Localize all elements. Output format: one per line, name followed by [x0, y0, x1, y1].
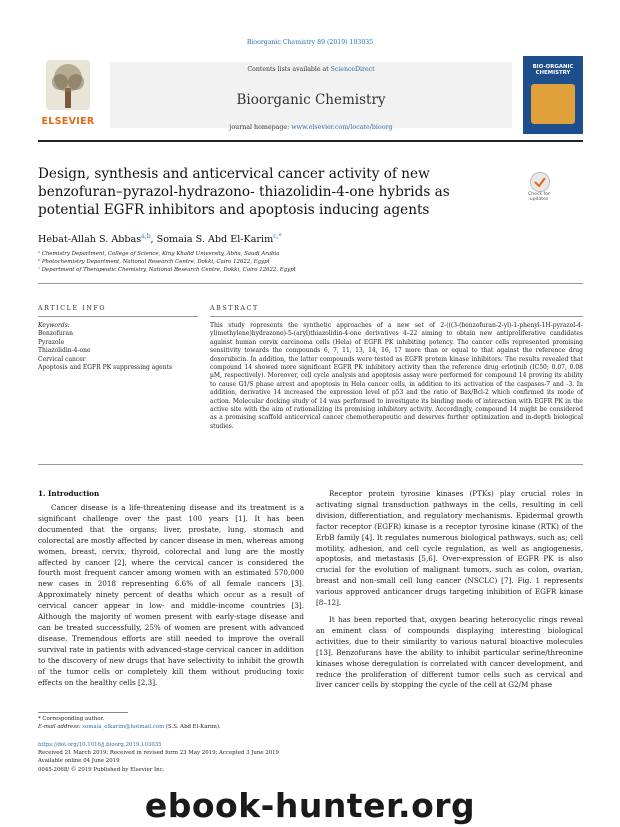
keyword: Apoptosis and EGFR PK suppressing agents — [38, 364, 173, 372]
email-line — [38, 723, 583, 731]
running-head[interactable]: Bioorganic Chemistry 89 (2019) 103035 — [246, 39, 374, 46]
article-history — [38, 741, 583, 774]
keyword: Cervical cancer — [38, 355, 86, 363]
keywords-label: Keywords: — [38, 322, 70, 329]
author-list — [38, 233, 281, 245]
copyright: 0045-2068/ © 2019 Published by Elsevier Inc. — [38, 766, 165, 773]
homepage-prefix: journal homepage: — [229, 124, 292, 131]
body-paragraph: It has been reported that, oxygen bearing heterocyclic rings reveal an eminent class of compounds displaying interesting biological activities, due to their similarity to various natural bioactive molecules [13]. Benzofurans have the ability to inhibit particular serine/threonine kinases whose deregulation is correlated with cancer development, and reduce the proliferation of different tumor cells such as cervical and liver cancer cells by stopping the cycle of the cell at G2/M phase — [316, 614, 583, 690]
keyword: Thiazolidin-4-one — [38, 347, 91, 355]
keyword: Pyrazole — [38, 338, 65, 346]
divider — [38, 316, 198, 317]
contents-line — [110, 66, 512, 73]
abstract-text: This study represents the synthetic approaches of a new set of 2-(((3-(benzofuran-2-yl)-1-phenyl-1H-pyrazol-4-yl)methylene)hydrazono)-5-(aryl)thiazolidin-4-one derivatives 4–22 aiming to obtain new antiproliferative candidates against human cervix carcinoma cells (Hela) of EGFR PK inhibiting potency. The cancer cells represented promising sensitivity towards the compounds 6, 7, 11, 13, 14, 16, 17 more than or equal to that against the reference drug doxorubicin. In addition, the latter compounds were tested as EGFR protein kinase inhibitors. The results revealed that compound 14 showed more significant EGFR PK inhibitory activity than the reference drug erlotinib (IC50; 0.07, 0.08 µM, respectively). Moreover, cell cycle analysis and apoptosis assay were performed for compound 14 proving its ability to cause G1/S phase arrest and apoptosis in Hela cancer cells, in addition to its activation of the caspases-7 and -3. In addition, derivative 14 increased the expression level of p53 and the ratio of Bax/Bcl-2 which confirmed its mode of action. Molecular docking study of 14 was performed to investigate its binding mode of interaction with EGFR PK in the active site with the aim of rationalizing its promising inhibitory activity. Accordingly, compound 14 might be considered as a promising scaffold anticervical cancer chemotherapeutic and deserves further optimization and in-depth biological studies. — [210, 322, 583, 430]
corresponding-author-note: * Corresponding author. — [38, 716, 105, 722]
email-link[interactable]: somaia_elkarim@hotmail.com — [82, 724, 165, 731]
divider — [210, 316, 583, 317]
footnote — [38, 715, 583, 731]
check-for-updates-button[interactable] — [524, 172, 554, 202]
author-name[interactable]: Somaia S. Abd El-Karim — [156, 234, 274, 246]
received-dates: Received 21 March 2019; Received in revised form 23 May 2019; Accepted 3 June 2019 — [38, 750, 279, 757]
author-name[interactable]: Hebat-Allah S. Abbas — [38, 234, 142, 246]
author-affil-marker[interactable]: a,b — [141, 233, 151, 240]
check-updates-icon — [530, 172, 550, 192]
affiliations — [38, 250, 583, 275]
body-paragraph: Receptor protein tyrosine kinases (PTKs) play crucial roles in activating signal transduction pathways in the cells, resulting in cell division, differentiation, and regulatory mechanisms. Epidermal growth factor receptor (EGFR) kinase is a receptor tyrosine kinase (RTK) of the ErbB family [4]. It regulates numerous biological pathways, such as; cell motility, adhesion, and cell cycle regulation, as well as angiogenesis, apoptosis, and metastasis [5,6]. Over-expression of EGFR PK is also crucial for the evolution of malignant tumors, such as colon, ovarian, breast and non-small cell lung cancer (NSCLC) [7]. Fig. 1 represents various approved anticancer drugs targeting inhibition of EGFR kinase [8–12]. — [316, 489, 583, 608]
keywords-block — [38, 322, 198, 372]
doi-link[interactable]: https://doi.org/10.1016/j.bioorg.2019.103035 — [38, 742, 162, 748]
journal-cover-image[interactable] — [523, 56, 583, 134]
elsevier-logo[interactable] — [38, 56, 98, 134]
homepage-link[interactable]: www.elsevier.com/locate/bioorg — [291, 124, 393, 131]
cover-title: BIO-ORGANIC CHEMISTRY — [532, 64, 574, 77]
affiliation: ᵃ Chemistry Department, College of Science, King Khalid University, Abha, Saudi Arabia — [38, 251, 280, 257]
elsevier-tree-icon — [46, 60, 90, 110]
email-label: E-mail address: — [38, 724, 83, 731]
body-column-right — [316, 489, 583, 697]
journal-masthead — [38, 56, 583, 138]
available-online: Available online 04 June 2019 — [38, 758, 120, 765]
divider — [38, 464, 583, 465]
footnote-rule — [38, 712, 128, 713]
elsevier-wordmark: ELSEVIER — [41, 116, 95, 127]
watermark: ebook-hunter.org — [144, 786, 476, 825]
article-info-heading: ARTICLE INFO — [38, 305, 107, 312]
contents-prefix: Contents lists available at — [247, 66, 331, 73]
section-heading: 1. Introduction — [38, 489, 100, 498]
author-affil-marker[interactable]: c,* — [273, 233, 282, 240]
body-column-left — [38, 503, 304, 694]
check-updates-label: Check for updates — [528, 192, 550, 202]
cover-art — [531, 84, 575, 124]
divider — [38, 283, 583, 284]
sciencedirect-link[interactable]: ScienceDirect — [330, 66, 375, 73]
email-suffix: (S.S. Abd El-Karim). — [164, 724, 221, 731]
abstract-heading: ABSTRACT — [210, 305, 259, 312]
body-paragraph: Cancer disease is a life-threatening disease and its treatment is a significant challenge over the past 100 years [1]. It has been documented that the organs; liver, prostate, lung, stomach and colorectal are mostly affected by cancer disease in men, whereas among women, breast, cervix, thyroid, colorectal and lung are the mostly affected by cancer [2], where the cervical cancer is considered the fourth most frequent cancer among women with an estimated 570,000 new cases in 2018 representing 6.6% of all female cancers [3]. Approximately ninety percent of deaths which occur as a result of cervical cancer appear in low- and middle-income countries [3]. Although the majority of women present with early-stage disease and can be treated successfully, 25% of women are present with advanced disease. Tremendous efforts are still needed to improve the overall survival rate in patients with advanced-stage cervical cancer in addition to the discovery of new drugs that have selectivity to inhibit the growth of the tumor cells or completely kill them without producing toxic effects on the healthy cells [2,3]. — [38, 503, 304, 687]
keyword: Benzofuran — [38, 330, 73, 338]
affiliation: ᵇ Photochemistry Department, National Research Centre, Dokki, Cairo 12622, Egypt — [38, 259, 270, 266]
homepage-line — [110, 124, 512, 131]
author-separator: , — [150, 234, 157, 246]
journal-title: Bioorganic Chemistry — [236, 92, 386, 108]
article-title: Design, synthesis and anticervical cancer activity of new benzofuran–pyrazol-hydrazono- thiazolidin-4-one hybrids as potential EGFR inhibitors and apoptosis inducing agents — [38, 166, 450, 218]
affiliation: ᶜ Department of Therapeutic Chemistry, National Research Centre, Dokki, Cairo 12622, Egypt — [38, 267, 296, 274]
journal-banner — [110, 62, 512, 131]
masthead-rule — [38, 140, 583, 142]
